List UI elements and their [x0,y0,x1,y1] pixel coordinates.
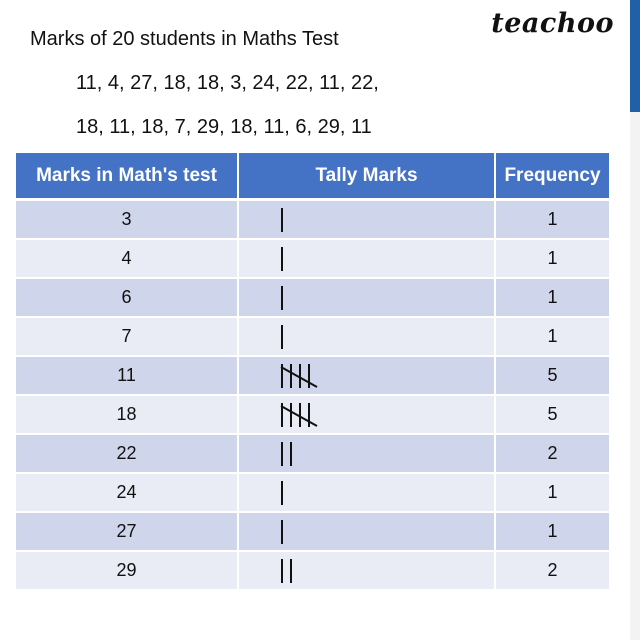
page-heading: Marks of 20 students in Maths Test [30,28,339,50]
mark-cell: 11 [16,356,238,395]
tally-marks-icon [279,517,494,547]
table-row [16,239,609,278]
table-row [16,278,609,317]
frequency-cell: 1 [495,200,609,240]
table-row [16,551,609,589]
frequency-cell: 1 [495,473,609,512]
tally-cell [238,551,495,589]
raw-data-line-1: 11, 4, 27, 18, 18, 3, 24, 22, 11, 22, [76,72,379,94]
tally-marks-icon [279,556,494,586]
tally-cell [238,278,495,317]
mark-cell: 18 [16,395,238,434]
frequency-cell: 5 [495,356,609,395]
table-header-row [16,153,609,200]
tally-marks-icon [279,478,494,508]
header-frequency: Frequency [495,153,609,200]
mark-cell: 27 [16,512,238,551]
frequency-cell: 1 [495,239,609,278]
frequency-cell: 2 [495,434,609,473]
table-row [16,317,609,356]
scrollbar[interactable] [630,0,640,640]
tally-marks-icon [279,361,494,391]
mark-cell: 4 [16,239,238,278]
tally-cell [238,473,495,512]
tally-cell [238,356,495,395]
teachoo-logo: teachoo [491,8,614,39]
mark-cell: 7 [16,317,238,356]
frequency-table [16,153,609,589]
mark-cell: 29 [16,551,238,589]
table-row [16,356,609,395]
frequency-cell: 5 [495,395,609,434]
raw-data-line-2: 18, 11, 18, 7, 29, 18, 11, 6, 29, 11 [76,116,372,138]
header-tally: Tally Marks [238,153,495,200]
mark-cell: 6 [16,278,238,317]
tally-cell [238,317,495,356]
mark-cell: 24 [16,473,238,512]
scrollbar-thumb[interactable] [630,0,640,112]
table-row [16,512,609,551]
table-row [16,473,609,512]
tally-marks-icon [279,283,494,313]
tally-marks-icon [279,205,494,235]
tally-cell [238,200,495,240]
tally-marks-icon [279,244,494,274]
table-row [16,395,609,434]
mark-cell: 22 [16,434,238,473]
tally-marks-icon [279,322,494,352]
tally-cell [238,239,495,278]
mark-cell: 3 [16,200,238,240]
frequency-cell: 2 [495,551,609,589]
tally-cell [238,395,495,434]
frequency-cell: 1 [495,278,609,317]
header-marks: Marks in Math's test [16,153,238,200]
tally-marks-icon [279,400,494,430]
table-row [16,434,609,473]
tally-cell [238,434,495,473]
table-row [16,200,609,240]
frequency-cell: 1 [495,512,609,551]
tally-marks-icon [279,439,494,469]
tally-cell [238,512,495,551]
frequency-cell: 1 [495,317,609,356]
